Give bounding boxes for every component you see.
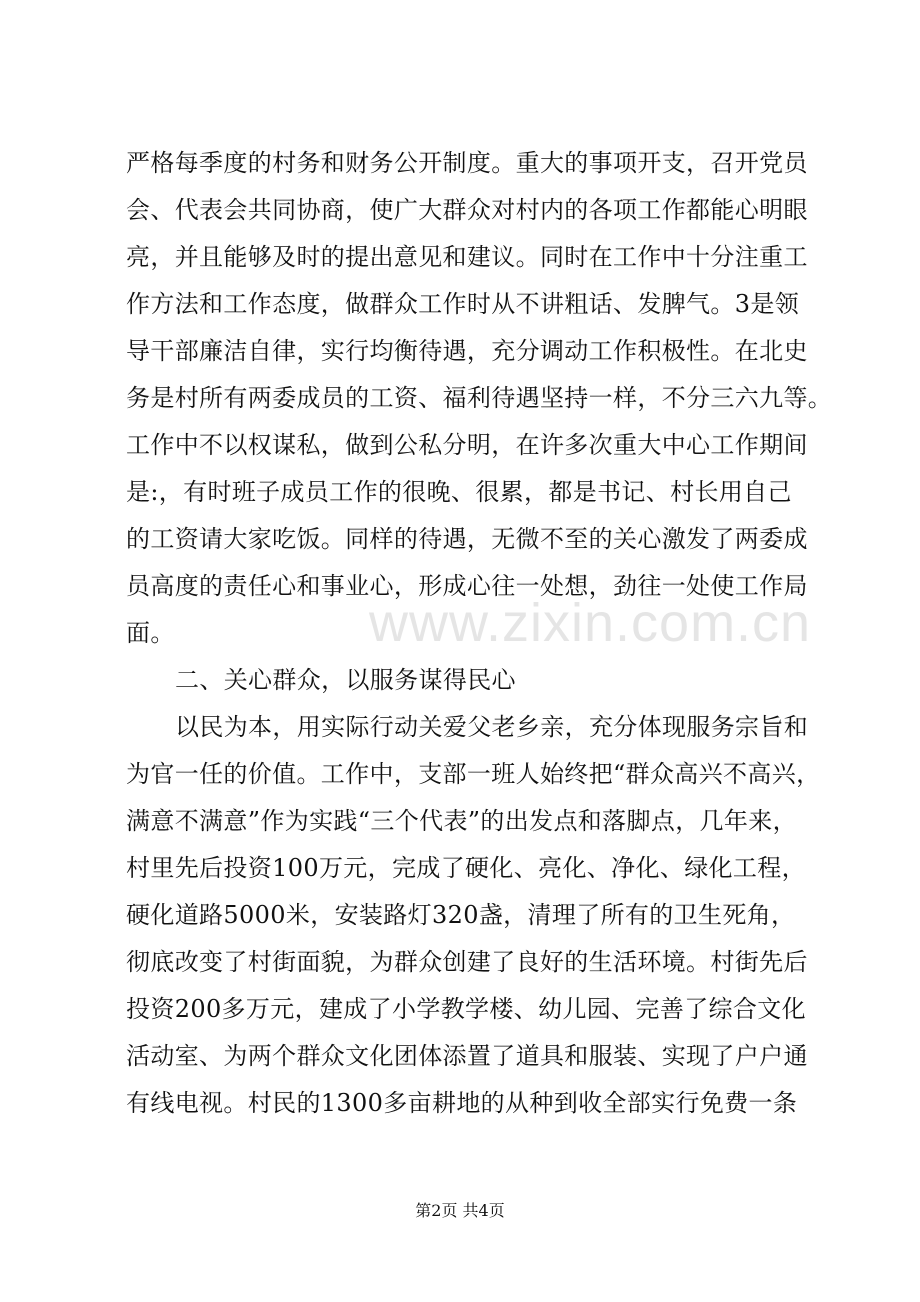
body-line: 彻底改变了村街面貌，为群众创建了良好的生活环境。村街先后 <box>126 948 808 976</box>
body-line: 为官一任的价值。工作中，支部一班人始终把“群众高兴不高兴， <box>126 760 821 788</box>
body-line: 的工资请大家吃饭。同样的待遇，无微不至的关心激发了两委成 <box>126 525 808 553</box>
body-line: 亮，并且能够及时的提出意见和建议。同时在工作中十分注重工 <box>126 243 808 271</box>
body-line: 导干部廉洁自律，实行均衡待遇，充分调动工作积极性。在北史 <box>126 337 808 365</box>
body-line: 活动室、为两个群众文化团体添置了道具和服装、实现了户户通 <box>126 1042 808 1070</box>
body-line: 满意不满意”作为实践“三个代表”的出发点和落脚点，几年来， <box>126 807 797 835</box>
body-line: 严格每季度的村务和财务公开制度。重大的事项开支，召开党员 <box>126 149 808 177</box>
body-line: 有线电视。村民的1300多亩耕地的从种到收全部实行免费一条 <box>126 1089 798 1117</box>
page-footer: 第2页 共4页 <box>415 1201 505 1220</box>
body-line: 硬化道路5000米，安装路灯320盏，清理了所有的卫生死角， <box>126 901 796 929</box>
body-line: 员高度的责任心和事业心，形成心往一处想，劲往一处使工作局 <box>126 572 808 600</box>
body-line: 投资200多万元，建成了小学教学楼、幼儿园、完善了综合文化 <box>126 995 806 1023</box>
body-line: 面。 <box>126 619 175 647</box>
body-line: 务是村所有两委成员的工资、福利待遇坚持一样，不分三六九等。 <box>126 384 833 412</box>
body-line: 是:，有时班子成员工作的很晚、很累，都是书记、村长用自己 <box>126 478 792 506</box>
body-line: 以民为本，用实际行动关爱父老乡亲，充分体现服务宗旨和 <box>175 713 809 741</box>
body-line: 村里先后投资100万元，完成了硬化、亮化、净化、绿化工程， <box>126 854 806 882</box>
body-line: 工作中不以权谋私，做到公私分明，在许多次重大中心工作期间 <box>126 431 808 459</box>
body-line: 作方法和工作态度，做群众工作时从不讲粗话、发脾气。3是领 <box>126 290 800 318</box>
body-line: 会、代表会共同协商，使广大群众对村内的各项工作都能心明眼 <box>126 196 808 224</box>
watermark: www.zixin.com.cn <box>369 593 812 653</box>
section-heading: 二、关心群众，以服务谋得民心 <box>175 666 516 694</box>
